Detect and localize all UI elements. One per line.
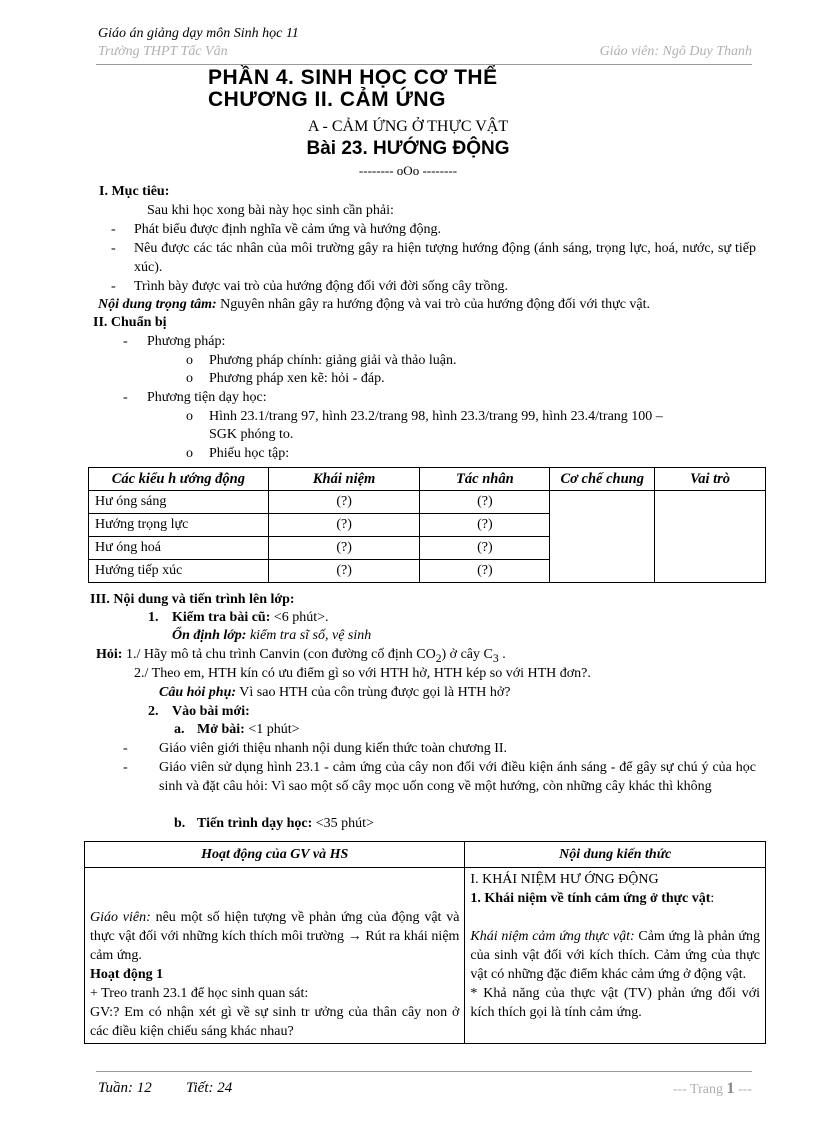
opening-line <box>197 720 300 739</box>
subscript: 3 <box>492 651 499 665</box>
review-label: Kiểm tra bài cũ: <box>172 610 271 625</box>
bullet-dash: - <box>123 760 128 775</box>
teaching-line <box>197 814 374 833</box>
table-header-row <box>89 468 766 491</box>
question-1-text-c: . <box>498 647 506 662</box>
table-cell: (?) <box>268 560 420 583</box>
table-header-cell: Hoạt động của GV và HS <box>85 842 465 868</box>
materials-label: Phương tiện dạy học: <box>147 390 267 405</box>
knowledge-subheading-text: 1. Khái niệm về tính cảm ứng ở thực vật <box>470 891 711 906</box>
knowledge-definition <box>470 927 760 984</box>
doc-subject: Giáo án giảng dạy môn Sinh học 11 <box>98 26 299 41</box>
activity-step: + Treo tranh 23.1 để học sinh quan sát: <box>90 986 309 1001</box>
table-header-row <box>85 842 766 868</box>
bullet-dash: - <box>123 390 128 405</box>
worksheet-table <box>88 467 766 583</box>
lesson-table <box>84 841 766 1044</box>
page-prefix: --- Trang <box>672 1082 727 1097</box>
table-header-cell: Nội dung kiến thức <box>465 842 766 868</box>
key-content-text: Nguyên nhân gây ra hướng động và vai trò của hướng động đối với thực vật. <box>216 297 651 312</box>
title-separator: -------- oOo -------- <box>358 163 458 178</box>
bullet-dash: - <box>123 741 128 756</box>
question-1-text-b: ) ở cây C <box>441 647 493 662</box>
question-1-text-a: 1./ Hãy mô tả chu trình Canvin (con đường cố định CO <box>122 647 436 662</box>
new-lesson-label: Vào bài mới: <box>172 704 250 719</box>
class-check-line <box>172 626 371 645</box>
table-cell: Hướng trọng lực <box>89 514 269 537</box>
table-header-cell: Vai trò <box>655 468 766 491</box>
table-cell: (?) <box>268 491 420 514</box>
objectives-heading: I. Mục tiêu: <box>99 184 170 199</box>
table-cell-empty <box>550 491 655 583</box>
teaching-label: Tiến trình dạy học: <box>197 816 313 831</box>
opening-time: <1 phút> <box>244 722 300 737</box>
method-item: Phương pháp chính: giảng giải và thảo luận. <box>209 353 457 368</box>
preparation-heading: II. Chuẩn bị <box>93 315 167 330</box>
teacher-note <box>90 908 459 965</box>
bullet-dash: - <box>111 279 116 294</box>
material-item: Phiếu học tập: <box>209 446 290 461</box>
teacher-text: nêu một số hiện tượng về phản ứng của động vật và thực vật đối với những kích thích môi trường <box>90 910 460 944</box>
knowledge-note: * Khả năng của thực vật (TV) phản ứng đối với kích thích gọi là tính cảm ứng. <box>470 986 760 1020</box>
bullet-dash: - <box>111 241 116 256</box>
objectives-intro: Sau khi học xong bài này học sinh cần phải: <box>147 203 394 218</box>
substep-letter: a. <box>174 722 185 737</box>
opening-label: Mở bài: <box>197 722 245 737</box>
knowledge-cell <box>465 868 766 1044</box>
definition-label: Khái niệm cảm ứng thực vật: <box>470 929 635 944</box>
table-cell: (?) <box>268 514 420 537</box>
key-content <box>98 295 650 314</box>
table-cell: (?) <box>420 491 550 514</box>
step-number: 1. <box>148 610 159 625</box>
section-title: A - CẢM ỨNG Ở THỰC VẬT <box>307 118 509 135</box>
footer-rule <box>96 1071 752 1072</box>
teaching-time: <35 phút> <box>312 816 374 831</box>
bullet-o: o <box>186 371 193 386</box>
table-header-cell: Tác nhân <box>420 468 550 491</box>
key-content-label: Nội dung trọng tâm: <box>98 297 217 312</box>
bullet-o: o <box>186 353 193 368</box>
table-cell: (?) <box>420 560 550 583</box>
intro-item: Giáo viên giới thiệu nhanh nội dung kiến thức toàn chương II. <box>159 741 508 756</box>
table-header-cell: Khái niệm <box>268 468 420 491</box>
table-cell: Hư óng hoá <box>89 537 269 560</box>
methods-label: Phương pháp: <box>147 334 226 349</box>
definition-text: Cảm ứng là phản ứng của sinh vật đối với kích thích. Cảm ứng của thực vật có những đặc điểm khác cảm ứng ở động vật. <box>470 929 761 982</box>
table-header-cell: Cơ chế chung <box>550 468 655 491</box>
teacher-label: Giáo viên: <box>90 910 151 925</box>
page-suffix: --- <box>734 1082 752 1097</box>
method-item: Phương pháp xen kẽ: hỏi - đáp. <box>209 371 385 386</box>
table-cell: (?) <box>420 514 550 537</box>
objective-item: Nêu được các tác nhân của môi trường gây ra hiện tượng hướng động (ánh sáng, trọng lực, hoá, nước, sự tiếp xúc). <box>134 241 756 275</box>
question-2: 2./ Theo em, HTH kín có ưu điểm gì so với HTH hở, HTH kép so với HTH đơn?. <box>134 666 591 681</box>
material-item-cont: SGK phóng to. <box>209 427 294 442</box>
table-row <box>89 491 766 514</box>
sub-question-label: Câu hỏi phụ: <box>159 685 237 700</box>
week-label: Tuần: 12 <box>98 1080 152 1096</box>
period-label: Tiết: 24 <box>186 1080 233 1096</box>
activity-cell <box>85 868 465 1044</box>
lesson-title: Bài 23. HƯỚNG ĐỘNG <box>306 138 510 159</box>
bullet-dash: - <box>123 334 128 349</box>
part-title: PHẦN 4. SINH HỌC CƠ THỂ <box>208 66 498 89</box>
substep-letter: b. <box>174 816 186 831</box>
step-number: 2. <box>148 704 159 719</box>
knowledge-heading: I. KHÁI NIỆM HƯ ỚNG ĐỘNG <box>470 872 659 887</box>
bullet-dash: - <box>111 222 116 237</box>
class-check-text: kiểm tra sĩ số, vệ sinh <box>246 628 372 643</box>
table-cell: (?) <box>268 537 420 560</box>
procedure-heading: III. Nội dung và tiến trình lên lớp: <box>90 592 295 607</box>
review-time: <6 phút>. <box>270 610 329 625</box>
material-item: Hình 23.1/trang 97, hình 23.2/trang 98, hình 23.3/trang 99, hình 23.4/trang 100 – <box>209 409 663 424</box>
teacher-text-2: Rút ra khái niệm cảm ứng. <box>90 929 460 963</box>
table-cell: (?) <box>420 537 550 560</box>
subscript: 2 <box>435 651 442 665</box>
school-name: Trường THPT Tấc Vân <box>98 44 228 59</box>
activity-question: GV:? Em có nhận xét gì về sự sinh tr ưởng của thân cây non ở các điều kiện chiếu sáng khác nhau? <box>90 1005 460 1039</box>
header-rule <box>96 64 752 65</box>
objective-item: Phát biểu được định nghĩa về cảm ứng và hướng động. <box>134 222 442 237</box>
bullet-o: o <box>186 446 193 461</box>
bullet-o: o <box>186 409 193 424</box>
table-cell: Hướng tiếp xúc <box>89 560 269 583</box>
teacher-name: Giáo viên: Ngô Duy Thanh <box>599 44 752 59</box>
arrow-icon: → <box>347 929 362 944</box>
table-header-cell: Các kiểu h ướng động <box>89 468 269 491</box>
sub-question-text: Vì sao HTH của côn trùng được gọi là HTH hở? <box>236 685 511 700</box>
question-label: Hỏi: <box>96 647 123 662</box>
table-cell: Hư óng sáng <box>89 491 269 514</box>
activity-title: Hoạt động 1 <box>90 967 164 982</box>
page-num: 1 <box>726 1080 735 1097</box>
sub-question <box>159 683 511 702</box>
page-number <box>673 1080 752 1098</box>
intro-item: Giáo viên sử dụng hình 23.1 - cảm ứng của cây non đối với điều kiện ánh sáng - để gây sự chú ý của học sinh và đặt câu hỏi: Vì sao một số cây mọc uốn cong về một hướng, còn những cây khác thì không <box>159 760 756 794</box>
table-cell-empty <box>655 491 766 583</box>
objective-item: Trình bày được vai trò của hướng động đối với đời sống cây trồng. <box>134 279 509 294</box>
colon: : <box>710 891 715 906</box>
chapter-title: CHƯƠNG II. CẢM ỨNG <box>208 88 446 111</box>
review-line <box>172 608 329 627</box>
class-check-label: Ổn định lớp: <box>172 628 247 643</box>
table-row <box>85 868 766 1044</box>
knowledge-subheading <box>470 889 760 908</box>
